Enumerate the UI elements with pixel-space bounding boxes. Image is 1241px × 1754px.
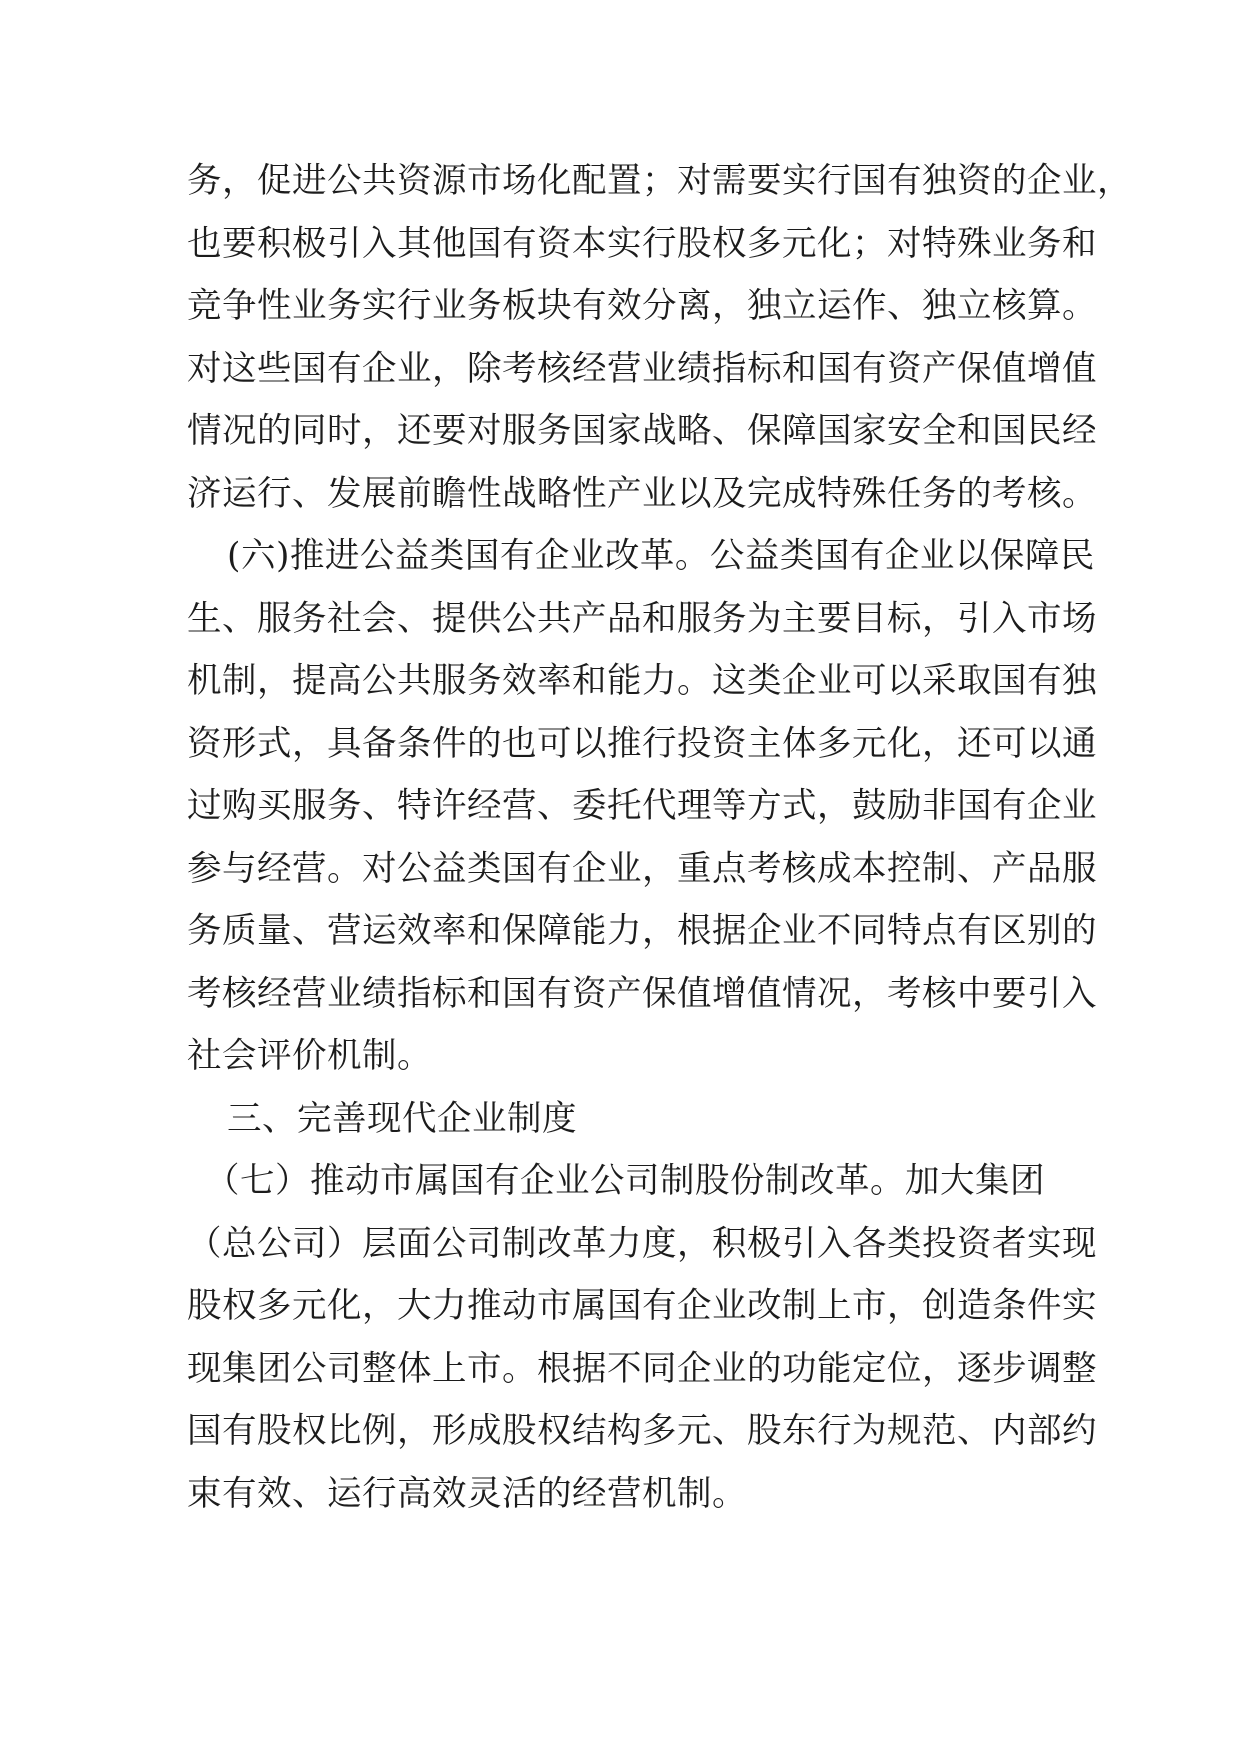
text-line: 对这些国有企业，除考核经营业绩指标和国有资产保值增值 [187, 348, 1097, 389]
text-line: 务，促进公共资源市场化配置；对需要实行国有独资的企业， [187, 161, 1132, 201]
paragraph-six-start: (六)推进公益类国有企业改革。公益类国有企业以保障民 [227, 536, 1095, 576]
text-line: 国有股权比例，形成股权结构多元、股东行为规范、内部约 [187, 1411, 1097, 1451]
text-line: 济运行、发展前瞻性战略性产业以及完成特殊任务的考核。 [187, 473, 1097, 514]
text-line: （总公司）层面公司制改革力度，积极引入各类投资者实现 [187, 1223, 1097, 1264]
text-line: 股权多元化，大力推动市属国有企业改制上市，创造条件实 [187, 1286, 1097, 1326]
text-line: 机制，提高公共服务效率和能力。这类企业可以采取国有独 [187, 661, 1097, 701]
text-line: 情况的同时，还要对服务国家战略、保障国家安全和国民经 [187, 411, 1097, 451]
text-line: 也要积极引入其他国有资本实行股权多元化；对特殊业务和 [187, 223, 1097, 264]
text-line: 考核经营业绩指标和国有资产保值增值情况，考核中要引入 [187, 973, 1097, 1014]
text-line: 社会评价机制。 [187, 1036, 432, 1076]
text-line: 资形式，具备条件的也可以推行投资主体多元化，还可以通 [187, 723, 1097, 764]
document-body [187, 150, 1132, 1525]
text-line: 竞争性业务实行业务板块有效分离，独立运作、独立核算。 [187, 286, 1097, 326]
text-line: 现集团公司整体上市。根据不同企业的功能定位，逐步调整 [187, 1348, 1097, 1389]
text-line: 生、服务社会、提供公共产品和服务为主要目标，引入市场 [187, 598, 1097, 639]
text-line: 束有效、运行高效灵活的经营机制。 [187, 1473, 747, 1514]
section-heading: 三、完善现代企业制度 [227, 1098, 577, 1139]
paragraph-seven-start: （七）推动市属国有企业公司制股份制改革。加大集团 [205, 1161, 1045, 1201]
text-line: 参与经营。对公益类国有企业，重点考核成本控制、产品服 [187, 848, 1097, 889]
text-line: 务质量、营运效率和保障能力，根据企业不同特点有区别的 [187, 911, 1097, 951]
text-line: 过购买服务、特许经营、委托代理等方式，鼓励非国有企业 [187, 786, 1097, 826]
